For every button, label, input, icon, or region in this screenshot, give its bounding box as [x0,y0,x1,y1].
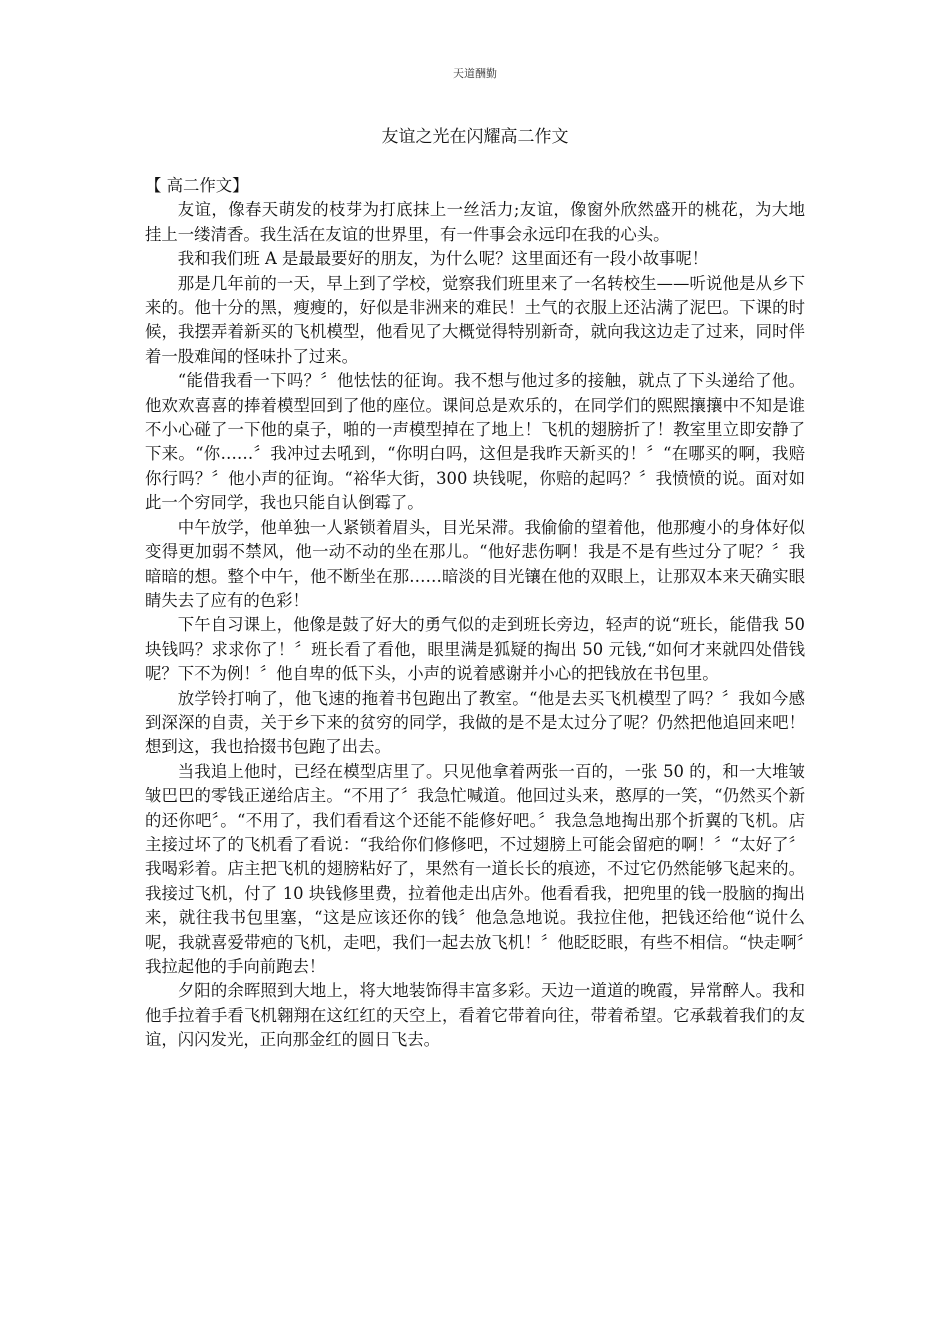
paragraph-3: 那是几年前的一天，早上到了学校，觉察我们班里来了一名转校生——听说他是从乡下来的。他十分的黑，瘦瘦的，好似是非洲来的难民！土气的衣服上还沾满了泥巴。下课的时候，我摆弄着新买的飞机模型，他看见了大概觉得特别新奇，就向我这边走了过来，同时伴着一股难闻的怪味扑了过来。 [145,273,805,366]
paragraph-7: 放学铃打响了，他飞速的拖着书包跑出了教室。“他是去买飞机模型了吗？〞我如今感到深深的自责，关于乡下来的贫穷的同学，我做的是不是太过分了呢？仍然把他追回来吧！想到这，我也拾掇书包跑了出去。 [145,688,805,757]
paragraph-2: 我和我们班 A 是最最要好的朋友，为什么呢？这里面还有一段小故事呢！ [177,249,709,269]
page-header: 天道酬勤 [453,67,497,80]
document-title: 友谊之光在闪耀高二作文 [381,127,569,147]
paragraph-6: 下午自习课上，他像是鼓了好大的勇气似的走到班长旁边，轻声的说“班长，能借我 50 块钱吗？求求你了！〞班长看了看他，眼里满是狐疑的掏出 50 元钱,“如何才来就四处借钱呢？下不为例！〞他自卑的低下头，小声的说着感谢并小心的把钱放在书包里。 [145,615,805,684]
paragraph-8: 当我追上他时，已经在模型店里了。只见他拿着两张一百的，一张 50 的，和一大堆皱皱巴巴的零钱正递给店主。“不用了〞我急忙喊道。他回过头来，憨厚的一笑，“仍然买个新的还你吧〞。“不用了，我们看看这个还能不能修好吧。〞我急急地掏出那个折翼的飞机。店主接过坏了的飞机看了看说：“我给你们修修吧，不过翅膀上可能会留疤的啊！〞“太好了〞我喝彩着。店主把飞机的翅膀粘好了，果然有一道长长的痕迹，不过它仍然能够飞起来的。我接过飞机，付了 10 块钱修里费，拉着他走出店外。他看看我，把兜里的钱一股脑的掏出来，就往我书包里塞，“这是应该还你的钱〞他急急地说。我拉住他，把钱还给他“说什么呢，我就喜爱带疤的飞机，走吧，我们一起去放飞机！〞他眨眨眼，有些不相信。“快走啊〞我拉起他的手向前跑去！ [145,761,805,976]
paragraph-9: 夕阳的余晖照到大地上，将大地装饰得丰富多彩。天边一道道的晚霞，异常醉人。我和他手拉着手看飞机翱翔在这红红的天空上，看着它带着向往，带着希望。它承载着我们的友谊，闪闪发光，正向那金红的圆日飞去。 [145,981,805,1050]
category-label: 【 高二作文】 [145,176,249,195]
paragraph-1: 友谊，像春天萌发的枝芽为打底抹上一丝活力;友谊，像窗外欣然盛开的桃花，为大地挂上一缕清香。我生活在友谊的世界里，有一件事会永远印在我的心头。 [145,200,805,244]
document-body [145,174,805,1053]
paragraph-4: “能借我看一下吗？〞他怯怯的征询。我不想与他过多的接触，就点了下头递给了他。他欢欢喜喜的捧着模型回到了他的座位。课间总是欢乐的，在同学们的熙熙攘攘中不知是谁不小心碰了一下他的桌子，啪的一声模型掉在了地上！飞机的翅膀折了！教室里立即安静了下来。“你……〞我冲过去吼到，“你明白吗，这但是我昨天新买的！〞“在哪买的啊，我赔你行吗？〞他小声的征询。“裕华大街，300 块钱呢，你赔的起吗？〞我愤愤的说。面对如此一个穷同学，我也只能自认倒霉了。 [145,371,805,513]
paragraph-5: 中午放学，他单独一人紧锁着眉头，目光呆滞。我偷偷的望着他，他那瘦小的身体好似变得更加弱不禁风，他一动不动的坐在那儿。“他好悲伤啊！我是不是有些过分了呢？〞我暗暗的想。整个中午，他不断坐在那……暗淡的目光镶在他的双眼上，让那双本来天确实眼睛失去了应有的色彩！ [145,517,805,610]
